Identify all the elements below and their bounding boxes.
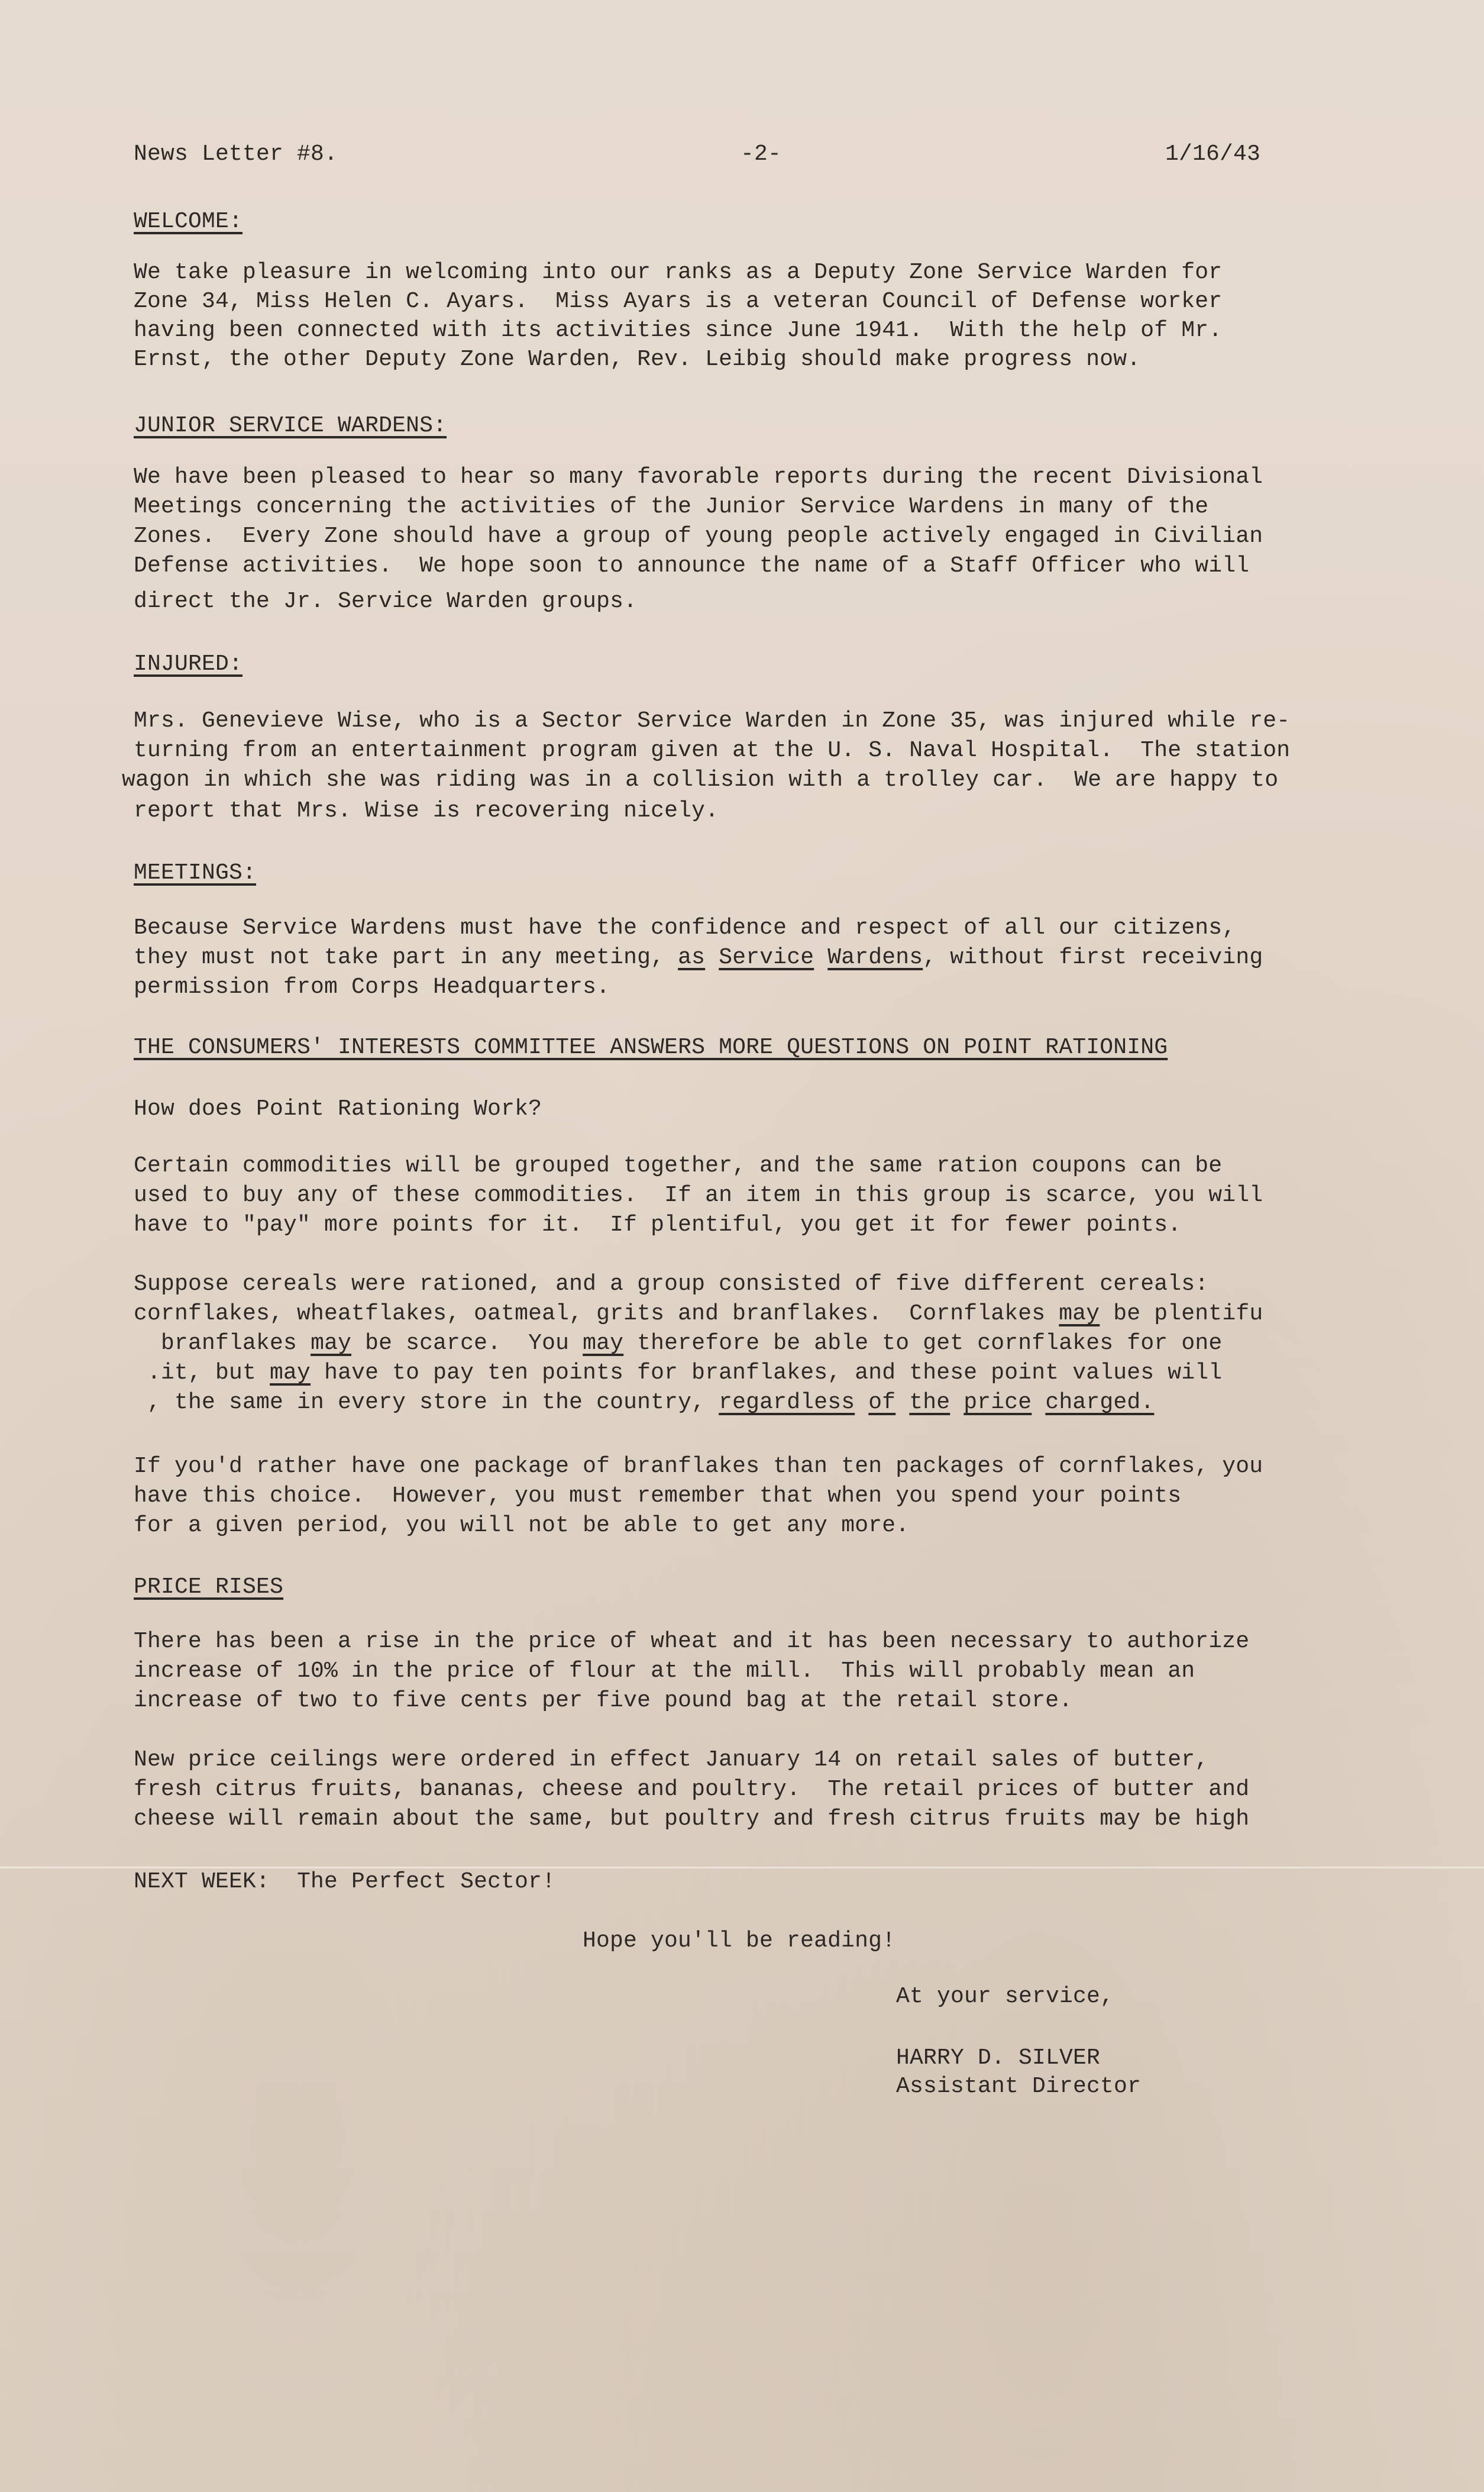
text-span: be scarce. You	[351, 1331, 583, 1356]
consumers-line	[134, 1389, 1154, 1416]
meetings-line: permission from Corps Headquarters.	[134, 974, 610, 1000]
section-heading-injured: INJURED:	[134, 651, 243, 677]
underlined-text: the	[909, 1390, 950, 1415]
welcome-line: Zone 34, Miss Helen C. Ayars. Miss Ayars is a veteran Council of Defense worker	[134, 289, 1223, 314]
meetings-line	[134, 944, 1263, 971]
consumers-question: How does Point Rationing Work?	[134, 1096, 542, 1122]
welcome-line: We take pleasure in welcoming into our ranks as a Deputy Zone Service Warden for	[134, 260, 1223, 285]
underlined-text: price	[964, 1390, 1032, 1415]
consumers-line: have this choice. However, you must remember that when you spend your points	[134, 1483, 1182, 1509]
injured-line: report that Mrs. Wise is recovering nicely.	[134, 798, 719, 824]
junior-line: Meetings concerning the activities of the Junior Service Wardens in many of the	[134, 494, 1209, 519]
consumers-line: have to "pay" more points for it. If plentiful, you get it for fewer points.	[134, 1212, 1182, 1238]
underlined-text: Service	[719, 945, 814, 970]
injured-line: Mrs. Genevieve Wise, who is a Sector Service Warden in Zone 35, was injured while re-	[134, 708, 1291, 734]
junior-line: Zones. Every Zone should have a group of young people actively engaged in Civilian	[134, 524, 1263, 549]
price-rises-line: cheese will remain about the same, but poultry and fresh citrus fruits may be high	[134, 1806, 1250, 1832]
text-span: cornflakes, wheatflakes, oatmeal, grits and branflakes. Cornflakes	[134, 1301, 1059, 1326]
underlined-text: of	[868, 1390, 896, 1415]
section-heading-junior-service-wardens: JUNIOR SERVICE WARDENS:	[134, 413, 447, 438]
underlined-text: regardless	[719, 1390, 855, 1415]
text-span: therefore be able to get cornflakes for one	[623, 1331, 1223, 1356]
consumers-line: used to buy any of these commodities. If an item in this group is scarce, you will	[134, 1183, 1263, 1208]
injured-line: wagon in which she was riding was in a collision with a trolley car. We are happy to	[122, 767, 1279, 793]
price-rises-line: increase of 10% in the price of flour at the mill. This will probably mean an	[134, 1658, 1195, 1684]
price-rises-line: There has been a rise in the price of wheat and it has been necessary to authorize	[134, 1629, 1250, 1654]
price-rises-line: increase of two to five cents per five pound bag at the retail store.	[134, 1688, 1073, 1713]
consumers-line: for a given period, you will not be able to get any more.	[134, 1513, 910, 1538]
consumers-line	[134, 1360, 1222, 1387]
signer-title: Assistant Director	[896, 2074, 1142, 2099]
underlined-text: Wardens	[827, 945, 923, 970]
consumers-line: If you'd rather have one package of branflakes than ten packages of cornflakes, you	[134, 1454, 1263, 1479]
text-span: , the same in every store in the country,	[134, 1390, 719, 1415]
welcome-line: having been connected with its activities since June 1941. With the help of Mr.	[134, 318, 1223, 343]
injured-line: turning from an entertainment program given at the U. S. Naval Hospital. The station	[134, 738, 1291, 763]
underlined-text: may	[583, 1331, 624, 1356]
price-rises-line: New price ceilings were ordered in effect January 14 on retail sales of butter,	[134, 1747, 1209, 1773]
page-number: -2-	[741, 141, 782, 167]
text-span: branflakes	[134, 1331, 311, 1356]
closing-salutation: At your service,	[896, 1984, 1114, 2009]
section-heading-consumers-committee: THE CONSUMERS' INTERESTS COMMITTEE ANSWERS MORE QUESTIONS ON POINT RATIONING	[134, 1035, 1168, 1060]
junior-line: We have been pleased to hear so many favorable reports during the recent Divisional	[134, 464, 1263, 490]
underlined-text: may	[270, 1360, 311, 1386]
newsletter-number: News Letter #8.	[134, 141, 338, 167]
underlined-text: may	[311, 1331, 352, 1356]
price-rises-line: fresh citrus fruits, bananas, cheese and poultry. The retail prices of butter and	[134, 1777, 1250, 1802]
meetings-line: Because Service Wardens must have the confidence and respect of all our citizens,	[134, 915, 1236, 941]
section-heading-price-rises: PRICE RISES	[134, 1574, 284, 1600]
text-span: be plentifu	[1100, 1301, 1263, 1326]
section-heading-welcome: WELCOME:	[134, 209, 243, 234]
underlined-text: charged.	[1045, 1390, 1155, 1415]
consumers-line: Certain commodities will be grouped together, and the same ration coupons can be	[134, 1153, 1223, 1179]
signer-name: HARRY D. SILVER	[896, 2045, 1101, 2071]
closing-hope: Hope you'll be reading!	[583, 1928, 896, 1954]
welcome-line: Ernst, the other Deputy Zone Warden, Rev. Leibig should make progress now.	[134, 347, 1141, 372]
next-week-note: NEXT WEEK: The Perfect Sector!	[134, 1869, 556, 1894]
consumers-line	[134, 1330, 1222, 1357]
junior-line: Defense activities. We hope soon to announce the name of a Staff Officer who will	[134, 553, 1250, 579]
text-span: they must not take part in any meeting,	[134, 945, 678, 970]
newsletter-date: 1/16/43	[1165, 141, 1261, 167]
section-heading-meetings: MEETINGS:	[134, 860, 257, 886]
consumers-line	[134, 1300, 1263, 1328]
consumers-line: Suppose cereals were rationed, and a group consisted of five different cereals:	[134, 1271, 1209, 1297]
text-span: .it, but	[134, 1360, 270, 1386]
underlined-text: may	[1059, 1301, 1100, 1326]
junior-line: direct the Jr. Service Warden groups.	[134, 589, 638, 614]
text-span: have to pay ten points for branflakes, and these point values will	[311, 1360, 1223, 1386]
text-span: , without first receiving	[923, 945, 1263, 970]
underlined-text: as	[678, 945, 706, 970]
